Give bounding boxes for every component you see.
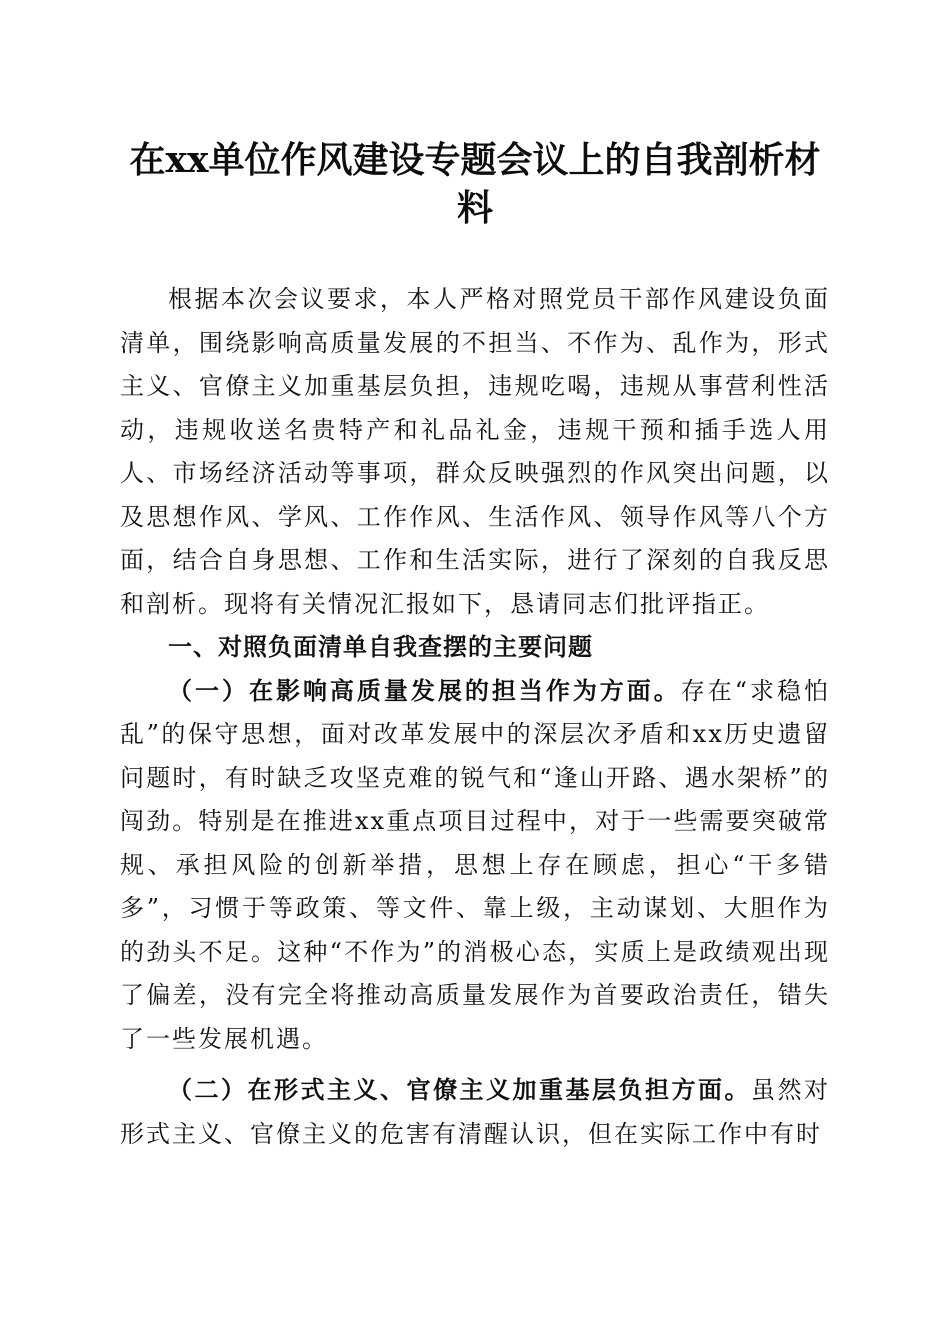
subsection-1-lead: （一）在影响高质量发展的担当作为方面。	[168, 676, 681, 705]
subsection-2-body: 虽然对形式主义、官僚主义的危害有清醒认识，但在实际工作中有时	[120, 1076, 830, 1148]
intro-paragraph: 根据本次会议要求，本人严格对照党员干部作风建设负面清单，围绕影响高质量发展的不担当、不作为、乱作为，形式主义、官僚主义加重基层负担，违规吃喝，违规从事营利性活动，违规收送名贵特产和礼品礼金，违规干预和插手选人用人、市场经济活动等事项，群众反映强烈的作风突出问题，以及思想作风、学风、工作作风、生活作风、领导作风等八个方面，结合自身思想、工作和生活实际，进行了深刻的自我反思和剖析。现将有关情况汇报如下，恳请同志们批评指正。	[120, 285, 830, 618]
subsection-1-body: 存在“求稳怕乱”的保守思想，面对改革发展中的深层次矛盾和xx历史遗留问题时，有时缺乏攻坚克难的锐气和“逢山开路、遇水架桥”的闯劲。特别是在推进xx重点项目过程中，对于一些需要突破常规、承担风险的创新举措，思想上存在顾虑，担心“干多错多”，习惯于等政策、等文件、靠上级，主动谋划、大胆作为的劲头不足。这种“不作为”的消极心态，实质上是政绩观出现了偏差，没有完全将推动高质量发展作为首要政治责任，错失了一些发展机遇。	[120, 676, 830, 1053]
subsection-2-lead: （二）在形式主义、官僚主义加重基层负担方面。	[168, 1076, 751, 1104]
subsection-1-paragraph	[120, 670, 830, 1062]
document-body	[120, 278, 830, 1156]
paragraph-gap	[120, 1061, 830, 1069]
subsection-2-paragraph	[120, 1069, 830, 1156]
section-heading: 一、对照负面清单自我查摆的主要问题	[168, 633, 593, 661]
document-title: 在xx单位作风建设专题会议上的自我剖析材料	[129, 139, 821, 229]
